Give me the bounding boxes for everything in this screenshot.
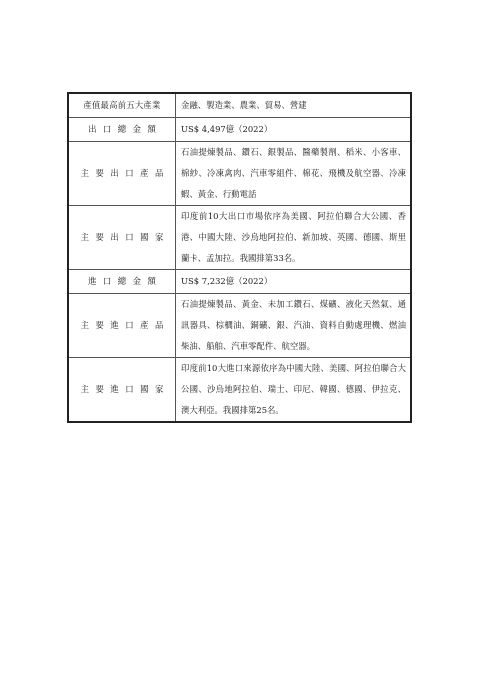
- row-label: [68, 270, 176, 294]
- import-products-label: 主要進口產品: [80, 320, 170, 330]
- row-label: [68, 118, 176, 142]
- export-products-value: 石油提煉製品、鑽石、銀製品、醫藥製劑、稻米、小客車、棉紗、冷凍禽肉、汽車零組件、棉花、飛機及航空器、冷凍蝦、黃金、行動電話: [176, 142, 412, 206]
- import-total-value: US$ 7,232億（2022）: [176, 270, 412, 294]
- row-label: [68, 206, 176, 270]
- row-label: [68, 294, 176, 358]
- import-countries-value: 印度前10大進口來源依序為中國大陸、美國、阿拉伯聯合大公國、沙烏地阿拉伯、瑞士、印尼、韓國、德國、伊拉克、澳大利亞。我國排第25名。: [176, 358, 412, 423]
- export-products-label: 主要出口產品: [80, 168, 170, 178]
- row-label: [68, 358, 176, 423]
- row-label: [68, 93, 176, 118]
- top-industries-value: 金融、製造業、農業、貿易、營建: [176, 93, 412, 118]
- table-row: [68, 142, 411, 206]
- top-industries-label: 產值最高前五大產業: [83, 100, 161, 110]
- export-countries-label: 主要出口國家: [80, 232, 170, 242]
- import-products-value: 石油提煉製品、黃金、未加工鑽石、煤礦、液化天然氣、通訊器具、棕櫚油、銅礦、銀、汽油、資料自動處理機、燃油柴油、船舶、汽車零配件、航空器。: [176, 294, 412, 358]
- table-row: [68, 358, 411, 423]
- trade-summary-table: [67, 92, 412, 423]
- table-row: [68, 118, 411, 142]
- row-label: [68, 142, 176, 206]
- import-total-label: 進口總金額: [88, 276, 163, 286]
- table-row: [68, 270, 411, 294]
- export-total-label: 出口總金額: [88, 124, 163, 134]
- table-row: [68, 93, 411, 118]
- table-row: [68, 294, 411, 358]
- table-row: [68, 206, 411, 270]
- export-total-value: US$ 4,497億（2022）: [176, 118, 412, 142]
- export-countries-value: 印度前10大出口市場依序為美國、阿拉伯聯合大公國、香港、中國大陸、沙烏地阿拉伯、新加坡、英國、德國、斯里蘭卡、孟加拉。我國排第33名。: [176, 206, 412, 270]
- import-countries-label: 主要進口國家: [80, 384, 170, 394]
